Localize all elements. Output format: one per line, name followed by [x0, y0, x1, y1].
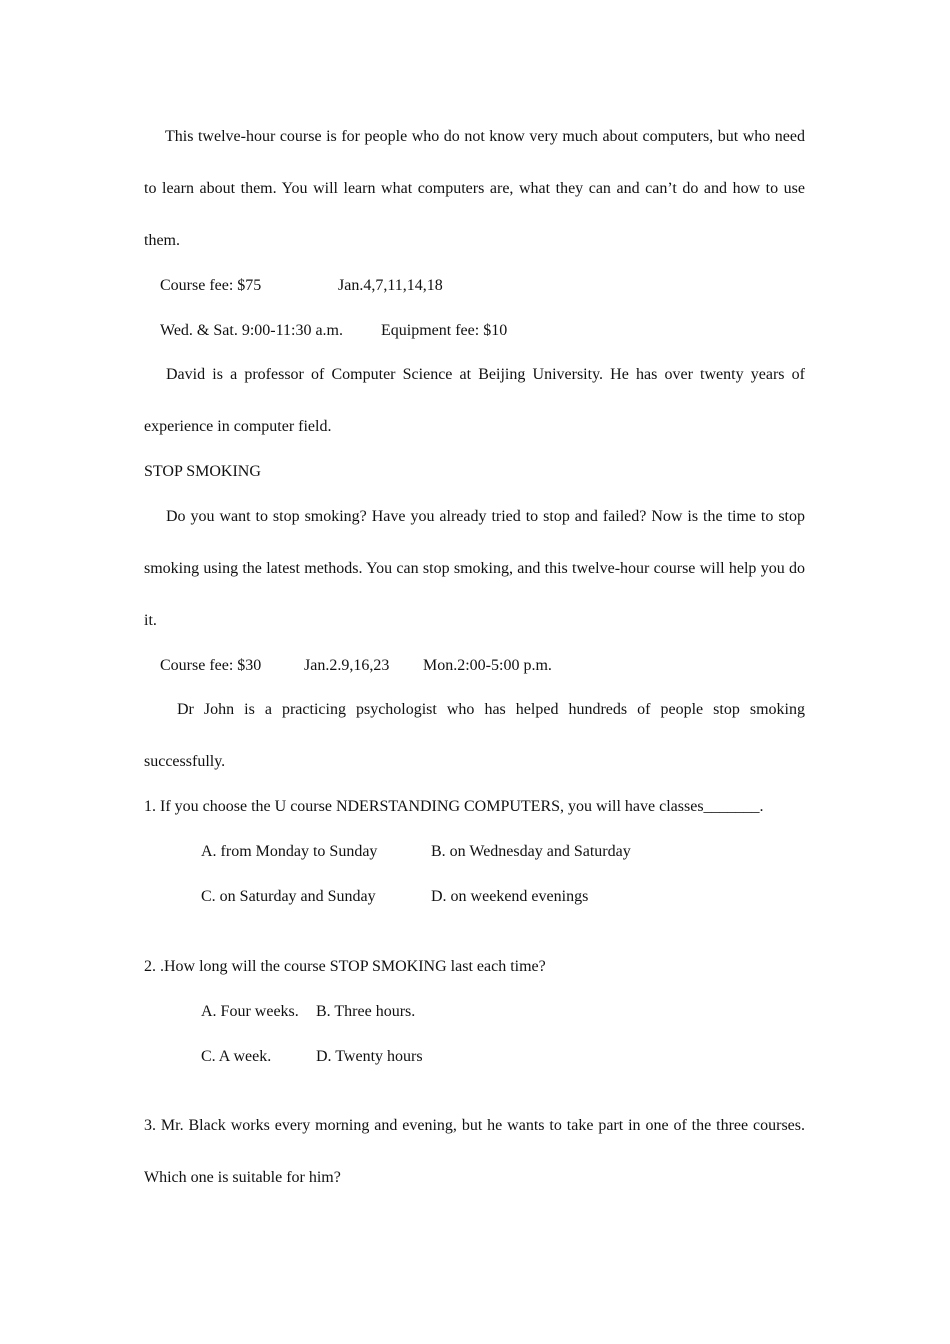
question-2-option-d: D. Twenty hours: [316, 1048, 423, 1065]
smoking-time: Mon.2:00-5:00 p.m.: [423, 657, 552, 674]
question-1-option-d: D. on weekend evenings: [431, 888, 589, 905]
computers-time: Wed. & Sat. 9:00-11:30 a.m.: [160, 322, 343, 339]
question-1-option-c: C. on Saturday and Sunday: [201, 888, 376, 905]
question-2-option-c: C. A week.: [201, 1048, 272, 1065]
computers-description: This twelve-hour course is for people who do not know very much about computers, but who need to learn about them. You will learn what computers are, what they can and can’t do and how to use them.: [144, 128, 805, 249]
smoking-description: Do you want to stop smoking? Have you already tried to stop and failed? Now is the time to stop smoking using the latest methods. You can stop smoking, and this twelve-hour course will help you do it.: [144, 508, 805, 629]
smoking-dates: Jan.2.9,16,23: [304, 657, 390, 674]
question-3-stem: 3. Mr. Black works every morning and evening, but he wants to take part in one of the three courses. Which one is suitable for him?: [144, 1117, 805, 1186]
smoking-course-fee: Course fee: $30: [160, 657, 262, 674]
question-1-option-a: A. from Monday to Sunday: [201, 843, 378, 860]
question-1-option-b: B. on Wednesday and Saturday: [431, 843, 631, 860]
question-1-stem: 1. If you choose the U course NDERSTANDING COMPUTERS, you will have classes_______.: [144, 798, 764, 815]
question-2-option-b: B. Three hours.: [316, 1003, 416, 1020]
computers-equipment-fee: Equipment fee: $10: [381, 322, 508, 339]
question-2-option-a: A. Four weeks.: [201, 1003, 299, 1020]
smoking-heading: STOP SMOKING: [144, 463, 261, 480]
smoking-teacher: Dr John is a practicing psychologist who has helped hundreds of people stop smoking successfully.: [144, 701, 805, 770]
question-2-stem: 2. .How long will the course STOP SMOKING last each time?: [144, 958, 546, 975]
computers-dates: Jan.4,7,11,14,18: [338, 277, 443, 294]
computers-course-fee: Course fee: $75: [160, 277, 262, 294]
computers-teacher: David is a professor of Computer Science at Beijing University. He has over twenty years of experience in computer field.: [144, 366, 805, 435]
